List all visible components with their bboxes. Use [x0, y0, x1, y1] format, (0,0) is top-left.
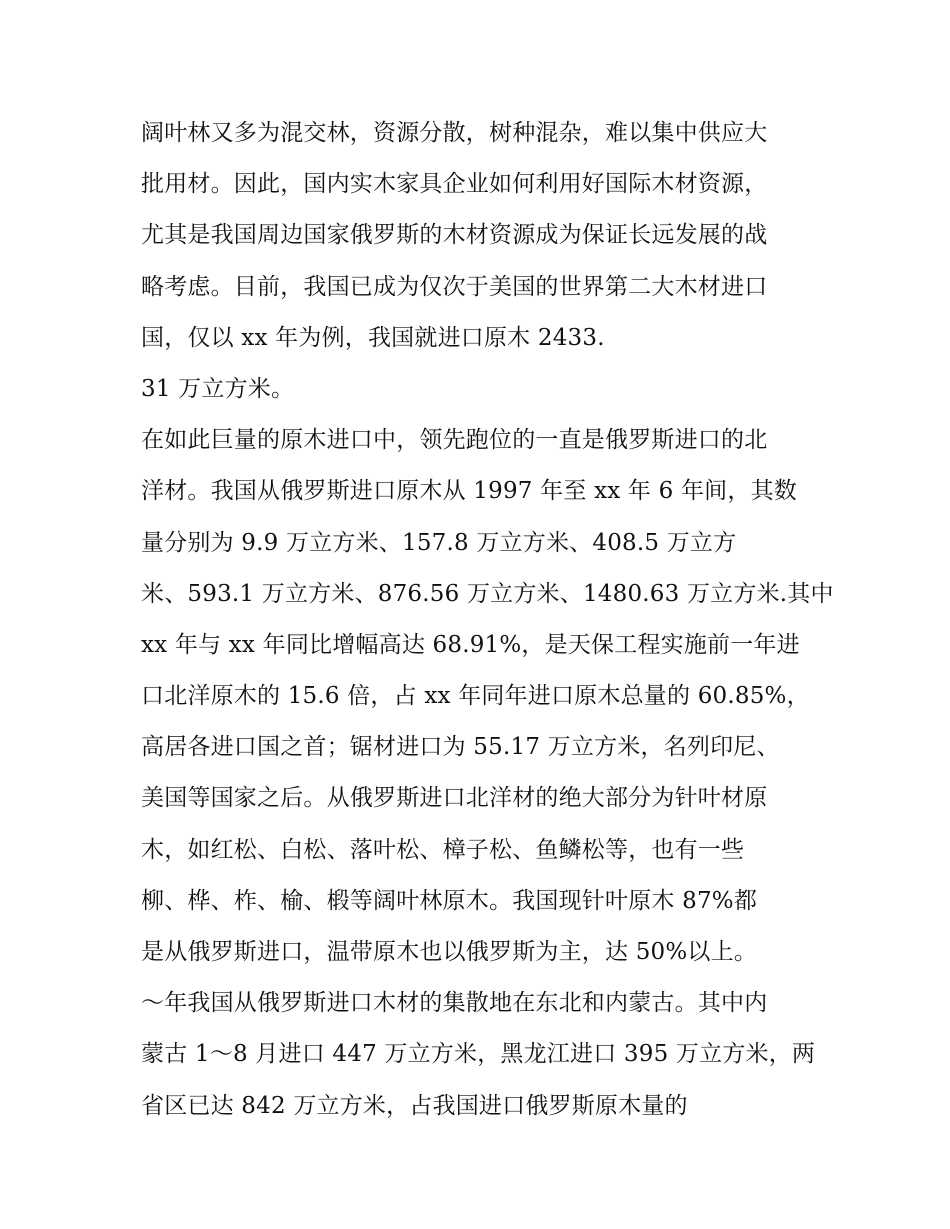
- text-line: 口北洋原木的 15.6 倍，占 xx 年同年进口原木总量的 60.85%，: [141, 683, 810, 710]
- text-line: 木，如红松、白松、落叶松、樟子松、鱼鳞松等，也有一些: [141, 836, 745, 863]
- text-line: 阔叶林又多为混交林，资源分散，树种混杂，难以集中供应大: [141, 120, 768, 146]
- text-line: 批用材。因此，国内实木家具企业如何利用好国际木材资源，: [141, 171, 768, 198]
- text-line: 柳、桦、柞、榆、椴等阔叶林原木。我国现针叶原木 87%都: [141, 887, 758, 914]
- text-line: 是从俄罗斯进口，温带原木也以俄罗斯为主，达 50%以上。: [141, 939, 758, 965]
- body-text: [141, 108, 834, 1132]
- text-line: 31 万立方米。: [141, 375, 295, 402]
- text-line: 高居各进口国之首；锯材进口为 55.17 万立方米，名列印尼、: [141, 734, 780, 761]
- text-line: xx 年与 xx 年同比增幅高达 68.91%，是天保工程实施前一年进: [141, 631, 800, 658]
- text-line: ～年我国从俄罗斯进口木材的集散地在东北和内蒙古。其中内: [141, 990, 768, 1017]
- text-line: 国，仅以 xx 年为例，我国就进口原木 2433.: [141, 324, 605, 351]
- text-line: 美国等国家之后。从俄罗斯进口北洋材的绝大部分为针叶材原: [141, 785, 768, 812]
- text-line: 略考虑。目前，我国已成为仅次于美国的世界第二大木材进口: [141, 273, 768, 300]
- text-line: 尤其是我国周边国家俄罗斯的木材资源成为保证长远发展的战: [141, 222, 768, 249]
- text-line: 省区已达 842 万立方米，占我国进口俄罗斯原木量的: [141, 1092, 688, 1119]
- text-line: 蒙古 1～8 月进口 447 万立方米，黑龙江进口 395 万立方米，两: [141, 1041, 816, 1068]
- text-line: 量分别为 9.9 万立方米、157.8 万立方米、408.5 万立方: [141, 529, 737, 556]
- text-line: 米、593.1 万立方米、876.56 万立方米、1480.63 万立方米.其中: [141, 580, 834, 607]
- text-line: 洋材。我国从俄罗斯进口原木从 1997 年至 xx 年 6 年间，其数: [141, 478, 797, 505]
- text-line: 在如此巨量的原木进口中，领先跑位的一直是俄罗斯进口的北: [141, 427, 768, 454]
